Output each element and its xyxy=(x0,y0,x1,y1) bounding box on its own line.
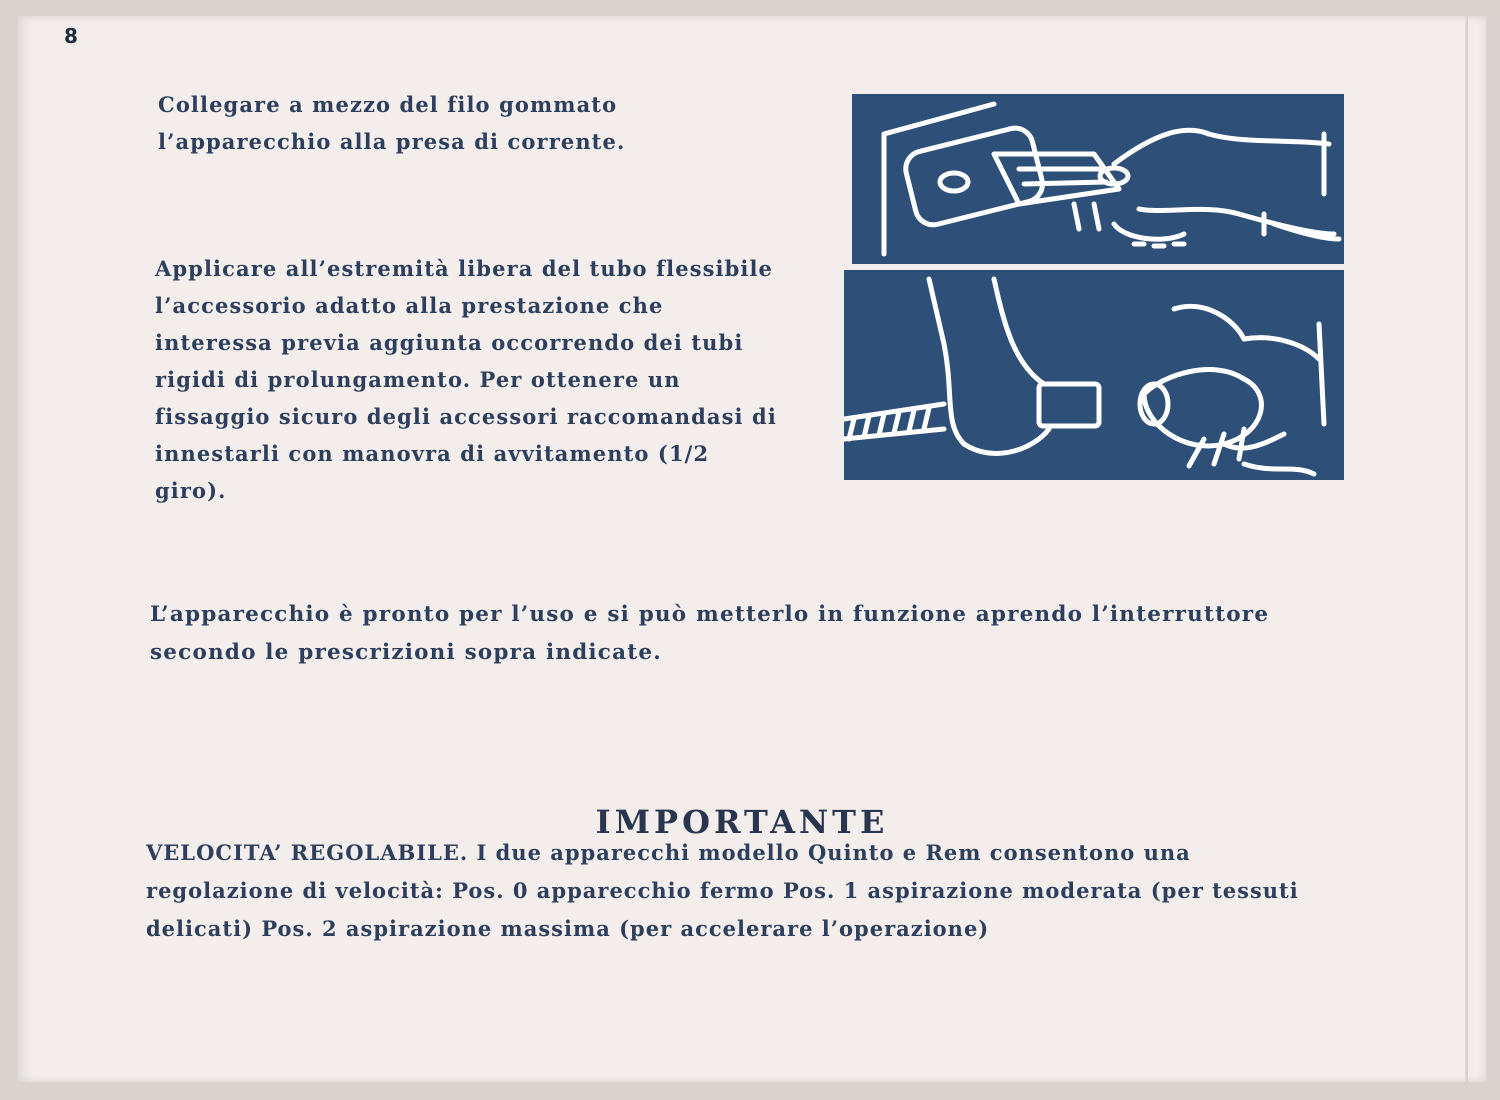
page-edge xyxy=(1465,16,1468,1082)
paragraph-connect-power: Collegare a mezzo del filo gommato l’apparecchio alla presa di corrente. xyxy=(158,92,626,154)
illustration xyxy=(844,94,1344,480)
paragraph-ready-to-use: L’apparecchio è pronto per l’uso e si può metterlo in funzione aprendo l’interruttore secondo le prescrizioni sopra indicate. xyxy=(150,602,1270,665)
illustration-panel-plug xyxy=(852,94,1344,264)
manual-page xyxy=(18,16,1486,1082)
paragraph-speed-regulation: VELOCITA’ REGOLABILE. I due apparecchi modello Quinto e Rem consentono una regolazione di velocità: Pos. 0 apparecchio fermo Pos. 1 aspirazione moderata (per tessuti delicati) Pos. 2 aspirazione massima (per accelerare l’operazione) xyxy=(146,840,1299,941)
page-number: 8 xyxy=(64,24,78,48)
illustration-panel-accessory xyxy=(844,270,1344,480)
paragraph-attach-accessories: Applicare all’estremità libera del tubo flessibile l’accessorio adatto alla prestazione che interessa previa aggiunta occorrendo dei tubi rigidi di prolungamento. Per ottenere un fissaggio sicuro degli accessori raccomandasi di innestarli con manovra di avvitamento (1/2 giro). xyxy=(155,256,777,503)
important-heading: IMPORTANTE xyxy=(595,802,889,841)
